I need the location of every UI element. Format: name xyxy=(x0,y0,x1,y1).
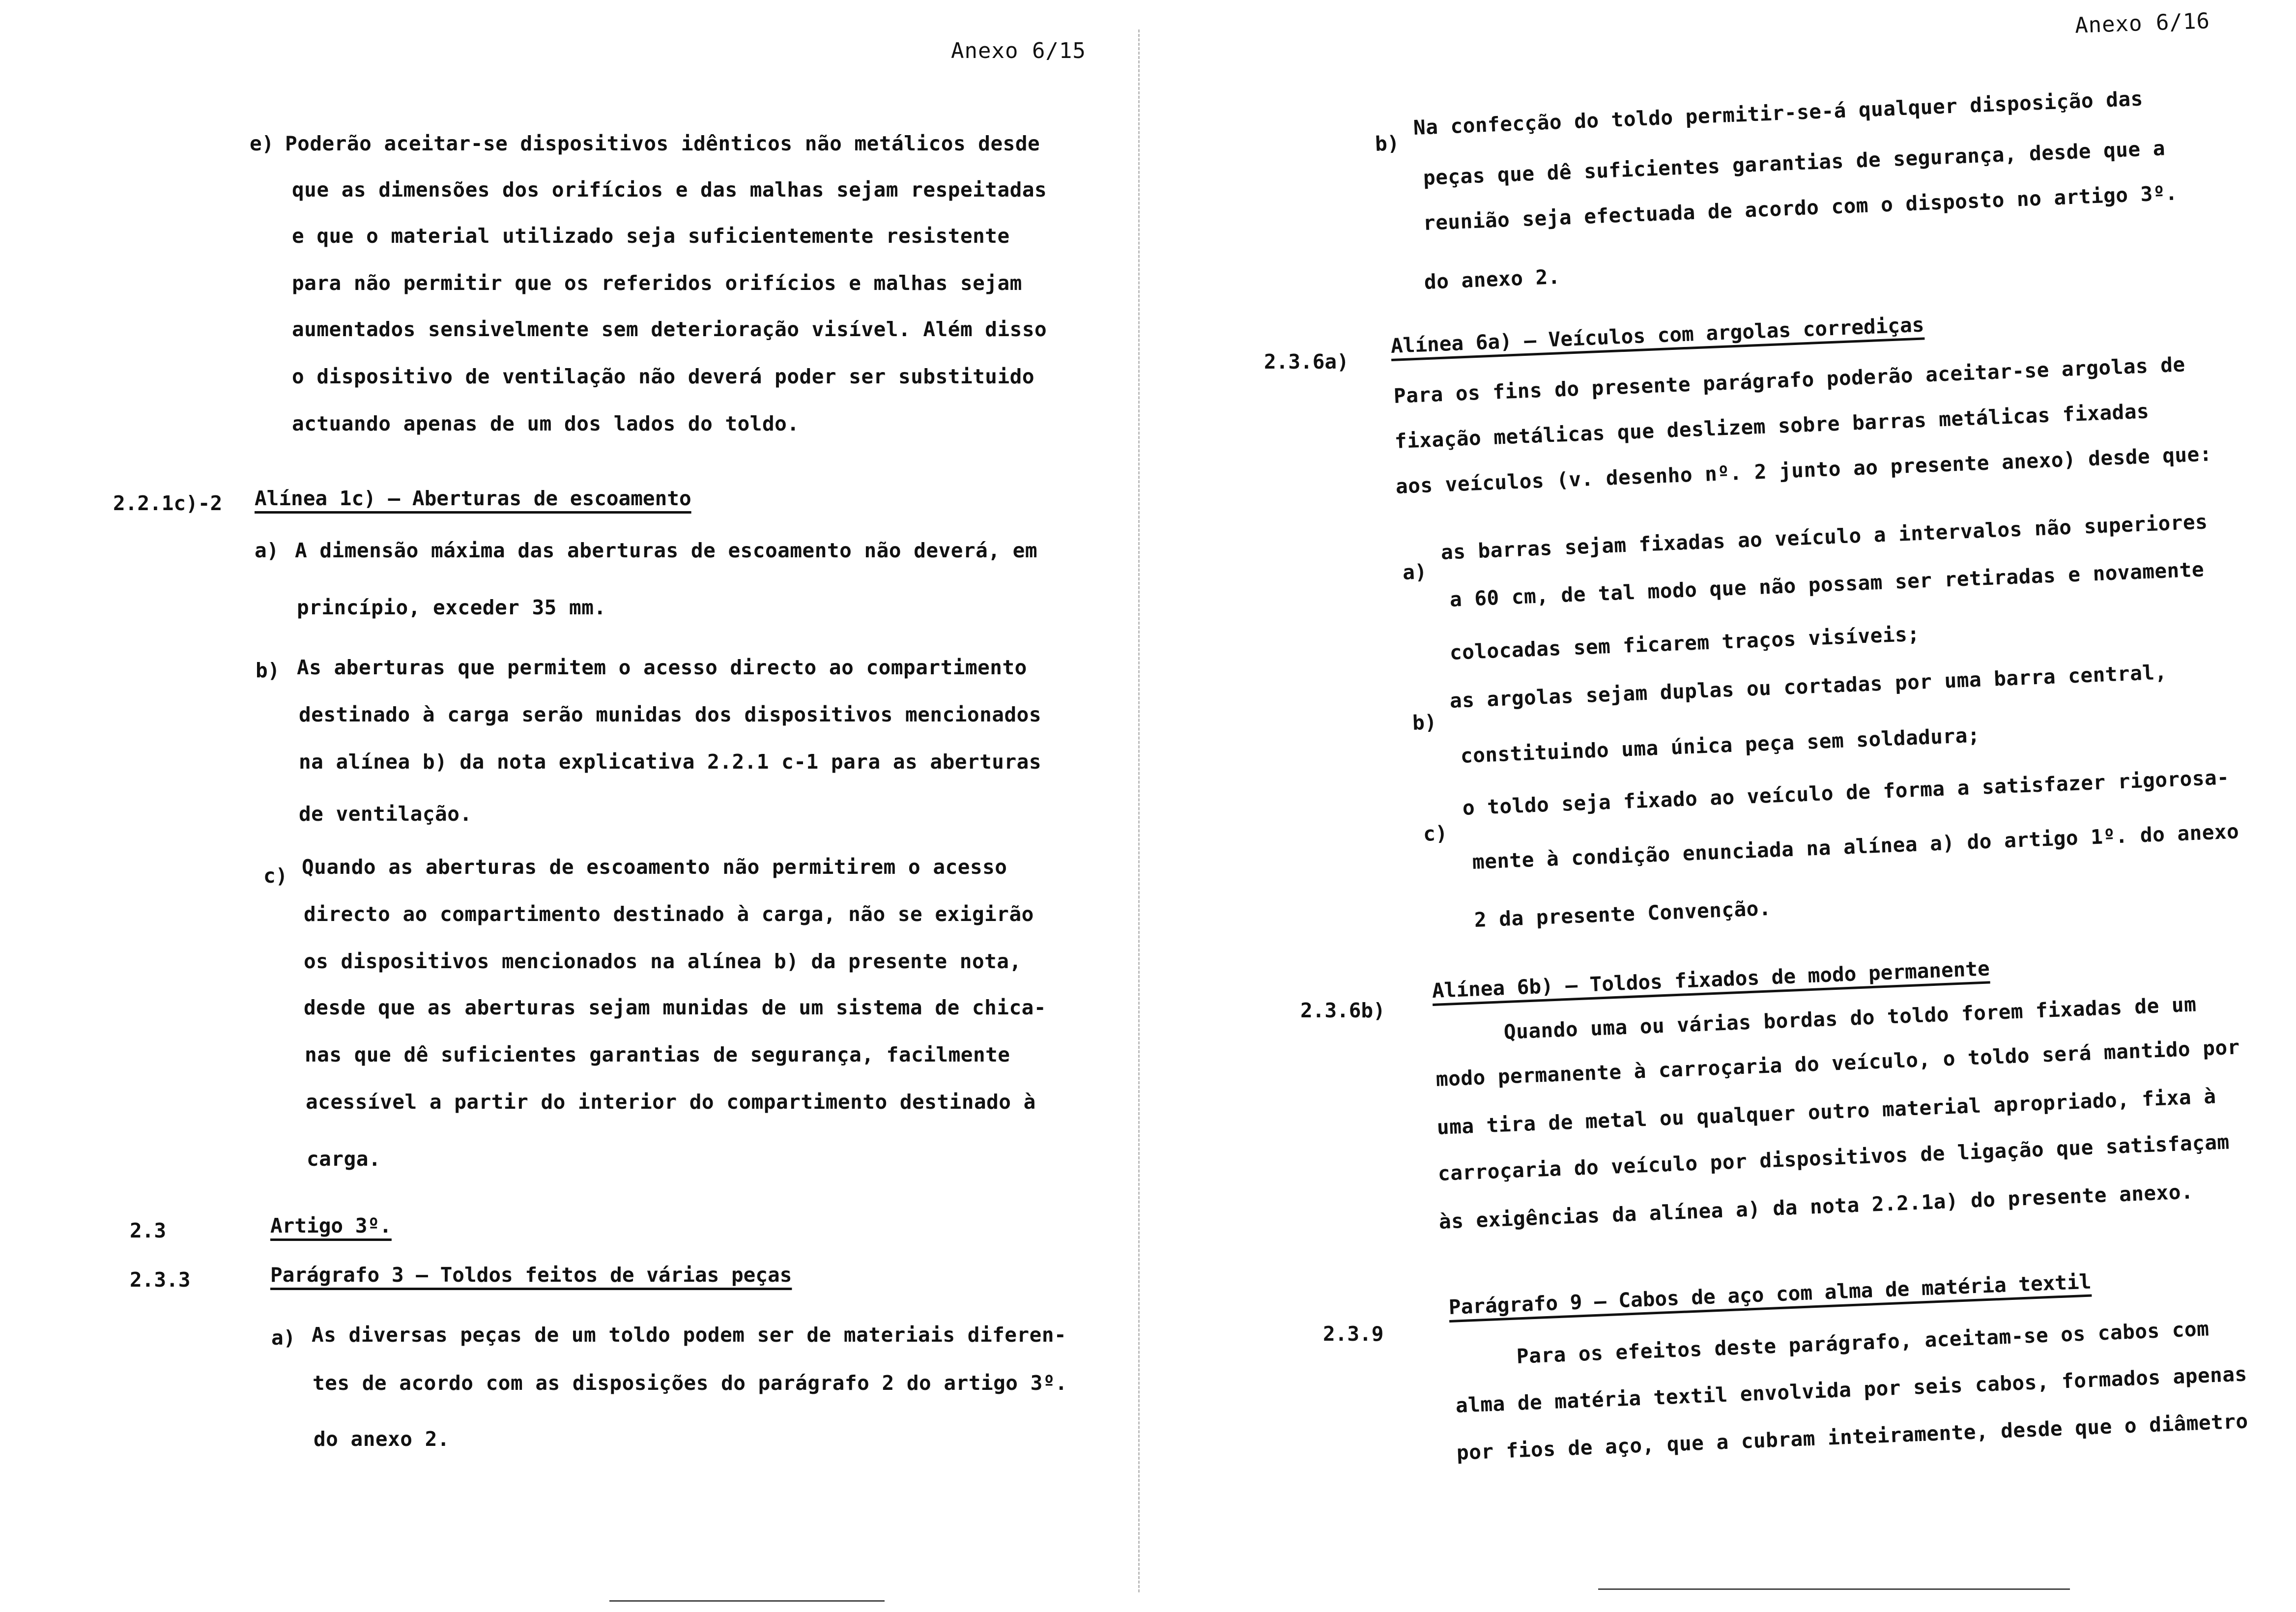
text-line: carroçaria do veículo por dispositivos de ligação que satisfaçam xyxy=(1437,1130,2230,1185)
text-line: às exigências da alínea a) da nota 2.2.1a) do presente anexo. xyxy=(1438,1180,2194,1234)
section-heading: Alínea 1c) — Aberturas de escoamento xyxy=(255,487,691,510)
text-line: Para os efeitos deste parágrafo, aceitam-se os cabos com xyxy=(1516,1317,2210,1368)
text-line: por fios de aço, que a cubram inteiramente, desde que o diâmetro xyxy=(1456,1409,2249,1465)
section-heading: Alínea 6b) — Toldos fixados de modo permanente xyxy=(1432,956,1990,1003)
text-line: Na confecção do toldo permitir-se-á qualquer disposição das xyxy=(1413,86,2144,140)
text-line: Quando uma ou várias bordas do toldo forem fixadas de um xyxy=(1503,992,2197,1044)
item-label: a) xyxy=(1402,560,1428,584)
item-label: c) xyxy=(1423,821,1448,846)
section-number: 2.3.9 xyxy=(1323,1322,1384,1346)
item-label: b) xyxy=(1375,131,1400,156)
text-line: aumentados sensivelmente sem deterioração visível. Além disso xyxy=(292,317,1047,341)
section-number: 2.3 xyxy=(130,1219,167,1242)
section-heading: Parágrafo 3 — Toldos feitos de várias peças xyxy=(270,1263,792,1287)
text-line: princípio, exceder 35 mm. xyxy=(297,596,606,619)
text-line: do anexo 2. xyxy=(1424,264,1561,294)
section-number: 2.3.6b) xyxy=(1300,999,1385,1022)
section-number: 2.3.3 xyxy=(130,1268,191,1292)
item-label: c) xyxy=(263,864,288,888)
text-line: A dimensão máxima das aberturas de escoamento não deverá, em xyxy=(295,539,1038,562)
text-line: reunião seja efectuada de acordo com o disposto no artigo 3º. xyxy=(1423,181,2178,235)
text-line: acessível a partir do interior do compartimento destinado à xyxy=(306,1090,1036,1114)
text-line: fixação metálicas que deslizem sobre barras metálicas fixadas xyxy=(1394,399,2150,453)
text-line: na alínea b) da nota explicativa 2.2.1 c-1 para as aberturas xyxy=(299,750,1042,774)
text-line: colocadas sem ficarem traços visíveis; xyxy=(1449,622,1921,664)
text-line: o dispositivo de ventilação não deverá poder ser substituido xyxy=(292,365,1035,388)
text-line: as argolas sejam duplas ou cortadas por uma barra central, xyxy=(1449,660,2168,713)
text-line: peças que dê suficientes garantias de segurança, desde que a xyxy=(1423,136,2166,190)
text-line: o toldo seja fixado ao veículo de forma a satisfazer rigorosa- xyxy=(1462,765,2230,820)
item-label: b) xyxy=(1412,710,1437,735)
text-line: tes de acordo com as disposições do parágrafo 2 do artigo 3º. xyxy=(313,1371,1068,1395)
text-line: de ventilação. xyxy=(299,802,472,826)
scan-artifact-rule xyxy=(1598,1588,2070,1590)
text-line: destinado à carga serão munidas dos dispositivos mencionados xyxy=(299,703,1042,726)
item-label: e) xyxy=(250,132,274,155)
text-line: carga. xyxy=(307,1147,381,1171)
text-line: Quando as aberturas de escoamento não permitirem o acesso xyxy=(302,855,1007,879)
page-number: Anexo 6/16 xyxy=(2074,8,2210,38)
text-line: do anexo 2. xyxy=(314,1427,450,1451)
section-heading: Parágrafo 9 — Cabos de aço com alma de matéria textil xyxy=(1448,1269,2092,1319)
text-line: desde que as aberturas sejam munidas de um sistema de chica- xyxy=(304,996,1047,1019)
text-line: a 60 cm, de tal modo que não possam ser retiradas e novamente xyxy=(1449,557,2205,611)
item-label: a) xyxy=(271,1326,296,1350)
text-line: nas que dê suficientes garantias de segurança, facilmente xyxy=(305,1043,1010,1066)
scan-artifact-rule xyxy=(609,1600,885,1602)
text-line: aos veículos (v. desenho nº. 2 junto ao presente anexo) desde que: xyxy=(1395,442,2212,498)
text-line: para não permitir que os referidos orifícios e malhas sejam xyxy=(292,271,1022,295)
left-page xyxy=(0,0,1140,1612)
text-line: Para os fins do presente parágrafo poderão aceitar-se argolas de xyxy=(1393,352,2186,408)
text-line: uma tira de metal ou qualquer outro material apropriado, fixa à xyxy=(1436,1084,2217,1139)
text-line: mente à condição enunciada na alínea a) do artigo 1º. do anexo xyxy=(1472,819,2240,874)
page-number: Anexo 6/15 xyxy=(951,38,1086,63)
section-number: 2.3.6a) xyxy=(1264,350,1349,374)
right-page xyxy=(1148,0,2296,1612)
text-line: constituindo uma única peça sem soldadura; xyxy=(1460,723,1980,768)
text-line: actuando apenas de um dos lados do toldo. xyxy=(292,412,800,435)
item-label: b) xyxy=(256,659,280,682)
section-heading: Artigo 3º. xyxy=(270,1214,392,1238)
text-line: 2 da presente Convenção. xyxy=(1474,896,1772,932)
section-number: 2.2.1c)-2 xyxy=(113,491,223,515)
text-line: que as dimensões dos orifícios e das malhas sejam respeitadas xyxy=(292,178,1047,202)
text-line: Poderão aceitar-se dispositivos idênticos não metálicos desde xyxy=(285,132,1040,155)
text-line: As aberturas que permitem o acesso directo ao compartimento xyxy=(297,656,1027,679)
text-line: directo ao compartimento destinado à carga, não se exigirão xyxy=(304,902,1034,926)
section-heading: Alínea 6a) — Veículos com argolas corrediças xyxy=(1390,313,1925,358)
text-line: as barras sejam fixadas ao veículo a intervalos não superiores xyxy=(1440,510,2209,564)
text-line: modo permanente à carroçaria do veículo, o toldo será mantido por xyxy=(1435,1035,2240,1091)
text-line: e que o material utilizado seja suficientemente resistente xyxy=(292,224,1010,248)
item-label: a) xyxy=(255,539,279,562)
text-line: alma de matéria textil envolvida por seis cabos, formados apenas xyxy=(1455,1362,2248,1417)
text-line: As diversas peças de um toldo podem ser de materiais diferen- xyxy=(312,1323,1067,1347)
text-line: os dispositivos mencionados na alínea b) da presente nota, xyxy=(304,950,1022,973)
